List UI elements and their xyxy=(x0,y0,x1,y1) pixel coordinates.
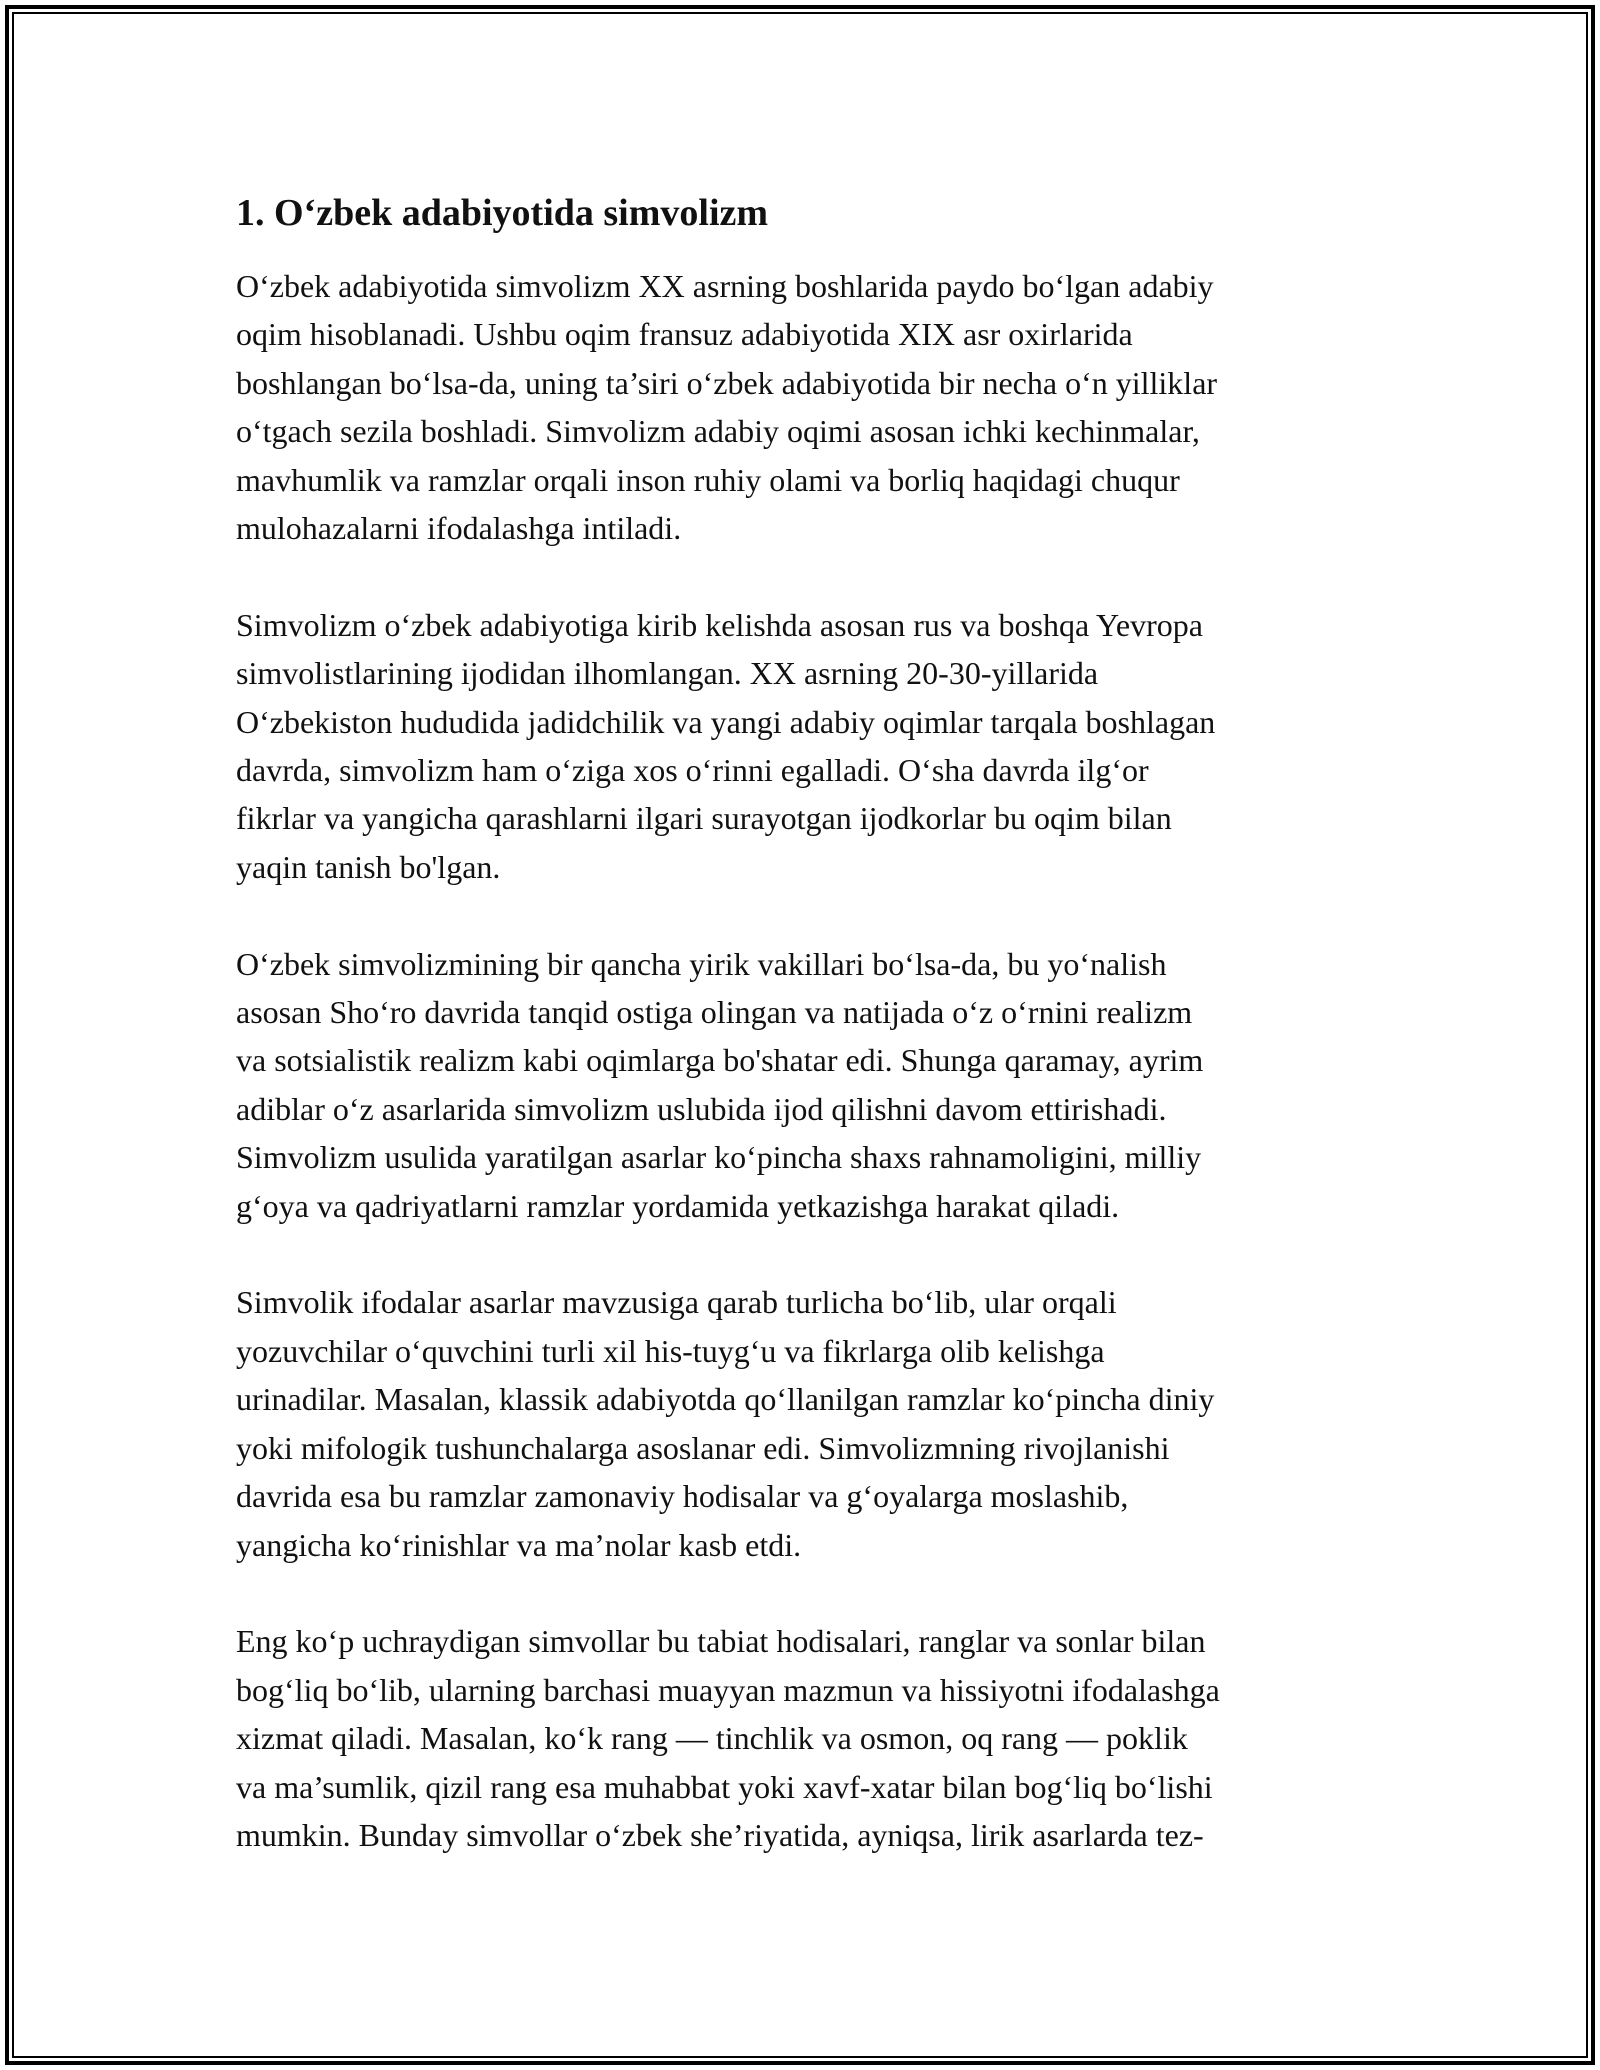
text-line: Simvolizm o‘zbek adabiyotiga kirib kelishda asosan rus va boshqa Yevropa xyxy=(236,606,1203,643)
paragraph-3 xyxy=(236,940,1386,1230)
text-line: o‘tgach sezila boshladi. Simvolizm adabiy oqimi asosan ichki kechinmalar, xyxy=(236,413,1200,450)
text-line: g‘oya va qadriyatlarni ramzlar yordamida yetkazishga harakat qiladi. xyxy=(236,1187,1120,1224)
document-body xyxy=(236,188,1386,1908)
text-line: adiblar o‘z asarlarida simvolizm uslubida ijod qilishni davom ettirishadi. xyxy=(236,1090,1167,1127)
paragraph-2 xyxy=(236,601,1386,891)
text-line: yozuvchilar o‘quvchini turli xil his-tuyg‘u va fikrlarga olib kelishga xyxy=(236,1332,1105,1369)
paragraph-5 xyxy=(236,1617,1386,1859)
text-line: davrda, simvolizm ham o‘ziga xos o‘rinni egalladi. O‘sha davrda ilg‘or xyxy=(236,752,1149,789)
text-line: yoki mifologik tushunchalarga asoslanar edi. Simvolizmning rivojlanishi xyxy=(236,1429,1170,1466)
text-line: asosan Sho‘ro davrida tanqid ostiga olingan va natijada o‘z o‘rnini realizm xyxy=(236,994,1193,1031)
text-line: oqim hisoblanadi. Ushbu oqim fransuz adabiyotida XIX asr oxirlarida xyxy=(236,316,1133,353)
text-line: O‘zbek simvolizmining bir qancha yirik vakillari bo‘lsa-da, bu yo‘nalish xyxy=(236,945,1167,982)
text-line: O‘zbek adabiyotida simvolizm XX asrning boshlarida paydo bo‘lgan adabiy xyxy=(236,268,1214,304)
text-line: fikrlar va yangicha qarashlarni ilgari surayotgan ijodkorlar bu oqim bilan xyxy=(236,800,1172,837)
text-line: O‘zbekiston hududida jadidchilik va yangi adabiy oqimlar tarqala boshlagan xyxy=(236,703,1216,740)
text-line: urinadilar. Masalan, klassik adabiyotda qo‘llanilgan ramzlar ko‘pincha diniy xyxy=(236,1381,1215,1418)
text-line: va ma’sumlik, qizil rang esa muhabbat yoki xavf-xatar bilan bog‘liq bo‘lishi xyxy=(236,1768,1213,1805)
section-heading: 1. O‘zbek adabiyotida simvolizm xyxy=(236,192,769,234)
text-line: mulohazalarni ifodalashga intiladi. xyxy=(236,510,682,547)
text-line: yangicha ko‘rinishlar va ma’nolar kasb etdi. xyxy=(236,1526,802,1563)
text-line: xizmat qiladi. Masalan, ko‘k rang — tinchlik va osmon, oq rang — poklik xyxy=(236,1720,1188,1757)
paragraph-1 xyxy=(236,262,1386,552)
text-line: bog‘liq bo‘lib, ularning barchasi muayyan mazmun va hissiyotni ifodalashga xyxy=(236,1671,1220,1708)
text-line: mumkin. Bunday simvollar o‘zbek she’riyatida, ayniqsa, lirik asarlarda tez- xyxy=(236,1816,1204,1853)
text-line: simvolistlarining ijodidan ilhomlangan. XX asrning 20-30-yillarida xyxy=(236,655,1099,692)
text-line: Simvolizm usulida yaratilgan asarlar ko‘pincha shaxs rahnamoligini, milliy xyxy=(236,1139,1202,1176)
text-line: davrida esa bu ramzlar zamonaviy hodisalar va g‘oyalarga moslashib, xyxy=(236,1478,1129,1515)
text-line: yaqin tanish bo'lgan. xyxy=(236,848,501,885)
text-line: va sotsialistik realizm kabi oqimlarga bo'shatar edi. Shunga qaramay, ayrim xyxy=(236,1042,1204,1079)
text-line: Eng ko‘p uchraydigan simvollar bu tabiat hodisalari, ranglar va sonlar bilan xyxy=(236,1623,1206,1660)
text-line: boshlangan bo‘lsa-da, uning ta’siri o‘zbek adabiyotida bir necha o‘n yilliklar xyxy=(236,364,1218,401)
text-line: mavhumlik va ramzlar orqali inson ruhiy olami va borliq haqidagi chuqur xyxy=(236,461,1180,498)
paragraph-4 xyxy=(236,1278,1386,1568)
text-line: Simvolik ifodalar asarlar mavzusiga qarab turlicha bo‘lib, ular orqali xyxy=(236,1284,1117,1321)
